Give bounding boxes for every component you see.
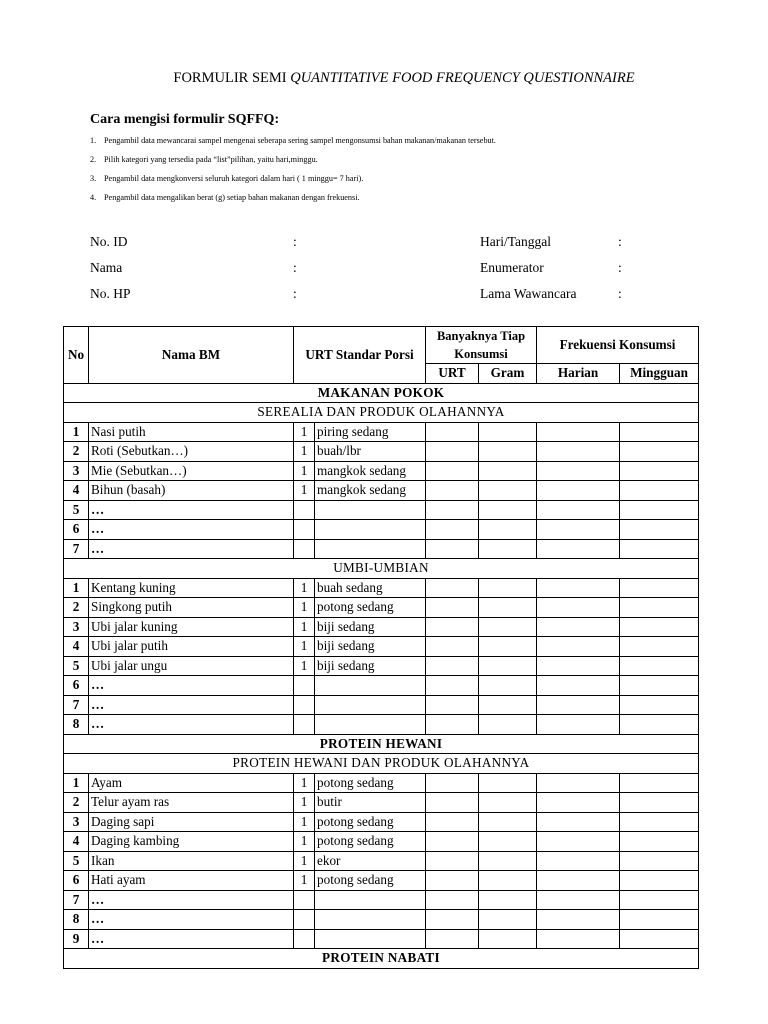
input-harian[interactable] — [537, 539, 620, 559]
input-urt[interactable] — [426, 442, 479, 462]
portion-unit — [315, 890, 426, 910]
input-urt[interactable] — [426, 695, 479, 715]
input-mingguan[interactable] — [620, 461, 699, 481]
food-name: … — [89, 715, 294, 735]
table-row — [64, 578, 699, 598]
row-number: 6 — [64, 676, 89, 696]
instructions-list — [90, 135, 730, 211]
portion-qty: 1 — [294, 442, 315, 462]
table-row — [64, 617, 699, 637]
field-enumerator[interactable]: : — [618, 260, 622, 275]
portion-unit: piring sedang — [315, 422, 426, 442]
food-name: Telur ayam ras — [89, 793, 294, 813]
input-harian[interactable] — [537, 812, 620, 832]
input-gram[interactable] — [479, 812, 537, 832]
row-number: 1 — [64, 773, 89, 793]
food-name: Kentang kuning — [89, 578, 294, 598]
input-gram[interactable] — [479, 890, 537, 910]
portion-qty: 1 — [294, 871, 315, 891]
food-name: … — [89, 929, 294, 949]
section-title-row — [64, 734, 699, 754]
input-harian[interactable] — [537, 890, 620, 910]
row-number: 8 — [64, 910, 89, 930]
input-gram[interactable] — [479, 461, 537, 481]
row-number: 4 — [64, 832, 89, 852]
input-gram[interactable] — [479, 578, 537, 598]
field-no-hp[interactable]: : — [293, 286, 297, 301]
input-gram[interactable] — [479, 481, 537, 501]
portion-unit: butir — [315, 793, 426, 813]
input-gram[interactable] — [479, 520, 537, 540]
input-urt[interactable] — [426, 500, 479, 520]
portion-qty: 1 — [294, 461, 315, 481]
label-nama: Nama — [90, 260, 123, 275]
input-mingguan[interactable] — [620, 812, 699, 832]
table-row — [64, 812, 699, 832]
header-no: No — [64, 327, 89, 384]
input-harian[interactable] — [537, 578, 620, 598]
food-name: Bihun (basah) — [89, 481, 294, 501]
row-number: 7 — [64, 890, 89, 910]
portion-qty: 1 — [294, 773, 315, 793]
input-mingguan[interactable] — [620, 715, 699, 735]
input-harian[interactable] — [537, 637, 620, 657]
input-harian[interactable] — [537, 422, 620, 442]
portion-unit — [315, 695, 426, 715]
portion-qty: 1 — [294, 851, 315, 871]
label-lama-wawancara: Lama Wawancara — [480, 286, 577, 301]
section-subtitle-row — [64, 559, 699, 579]
table-row — [64, 422, 699, 442]
portion-unit: mangkok sedang — [315, 481, 426, 501]
table-row — [64, 695, 699, 715]
portion-qty — [294, 890, 315, 910]
food-name: Hati ayam — [89, 871, 294, 891]
header-frekuensi: Frekuensi Konsumsi — [537, 327, 699, 364]
table-row — [64, 773, 699, 793]
portion-unit — [315, 520, 426, 540]
input-harian[interactable] — [537, 832, 620, 852]
table-row — [64, 637, 699, 657]
food-name: … — [89, 539, 294, 559]
sqffq-table — [63, 326, 699, 969]
input-gram[interactable] — [479, 422, 537, 442]
table-row — [64, 539, 699, 559]
input-harian[interactable] — [537, 617, 620, 637]
table-row — [64, 656, 699, 676]
portion-qty: 1 — [294, 481, 315, 501]
portion-unit: biji sedang — [315, 656, 426, 676]
row-number: 3 — [64, 617, 89, 637]
input-gram[interactable] — [479, 793, 537, 813]
input-mingguan[interactable] — [620, 422, 699, 442]
food-name: Mie (Sebutkan…) — [89, 461, 294, 481]
input-gram[interactable] — [479, 442, 537, 462]
portion-unit: potong sedang — [315, 871, 426, 891]
input-gram[interactable] — [479, 715, 537, 735]
portion-qty — [294, 676, 315, 696]
table-row — [64, 676, 699, 696]
input-mingguan[interactable] — [620, 578, 699, 598]
table-row — [64, 910, 699, 930]
input-urt[interactable] — [426, 676, 479, 696]
label-no-hp: No. HP — [90, 286, 131, 301]
input-harian[interactable] — [537, 773, 620, 793]
form-title — [0, 70, 768, 87]
table-row — [64, 851, 699, 871]
input-gram[interactable] — [479, 617, 537, 637]
section-subtitle: UMBI-UMBIAN — [64, 559, 699, 579]
row-number: 5 — [64, 500, 89, 520]
food-name: Ayam — [89, 773, 294, 793]
input-urt[interactable] — [426, 598, 479, 618]
input-gram[interactable] — [479, 832, 537, 852]
table-row — [64, 871, 699, 891]
input-mingguan[interactable] — [620, 773, 699, 793]
row-number: 1 — [64, 578, 89, 598]
form-title-plain: FORMULIR SEMI — [173, 70, 291, 86]
portion-unit: ekor — [315, 851, 426, 871]
input-urt[interactable] — [426, 637, 479, 657]
food-name: Daging sapi — [89, 812, 294, 832]
section-title: PROTEIN HEWANI — [64, 734, 699, 754]
portion-qty — [294, 929, 315, 949]
input-mingguan[interactable] — [620, 929, 699, 949]
header-harian: Harian — [537, 364, 620, 384]
input-harian[interactable] — [537, 598, 620, 618]
row-number: 8 — [64, 715, 89, 735]
row-number: 6 — [64, 871, 89, 891]
food-name: … — [89, 520, 294, 540]
portion-unit — [315, 715, 426, 735]
row-number: 3 — [64, 812, 89, 832]
portion-unit: potong sedang — [315, 598, 426, 618]
portion-qty: 1 — [294, 793, 315, 813]
input-mingguan[interactable] — [620, 851, 699, 871]
label-enumerator: Enumerator — [480, 260, 544, 275]
instruction-item: 2. Pilih kategori yang tersedia pada “list”pilihan, yaitu hari,minggu. — [90, 155, 318, 164]
label-hari-tanggal: Hari/Tanggal — [480, 234, 552, 249]
food-name: Daging kambing — [89, 832, 294, 852]
input-gram[interactable] — [479, 773, 537, 793]
input-gram[interactable] — [479, 598, 537, 618]
food-name: … — [89, 676, 294, 696]
instruction-item: 4. Pengambil data mengalikan berat (g) setiap bahan makanan dengan frekuensi. — [90, 193, 360, 202]
input-gram[interactable] — [479, 851, 537, 871]
input-urt[interactable] — [426, 812, 479, 832]
field-lama-wawancara[interactable]: : — [618, 286, 622, 301]
input-urt[interactable] — [426, 832, 479, 852]
input-harian[interactable] — [537, 481, 620, 501]
food-name: Ubi jalar putih — [89, 637, 294, 657]
input-gram[interactable] — [479, 929, 537, 949]
portion-qty: 1 — [294, 422, 315, 442]
food-name: … — [89, 890, 294, 910]
input-mingguan[interactable] — [620, 598, 699, 618]
food-name: Ubi jalar kuning — [89, 617, 294, 637]
portion-unit — [315, 676, 426, 696]
input-urt[interactable] — [426, 539, 479, 559]
input-harian[interactable] — [537, 910, 620, 930]
portion-qty — [294, 520, 315, 540]
input-urt[interactable] — [426, 520, 479, 540]
input-harian[interactable] — [537, 715, 620, 735]
section-title: MAKANAN POKOK — [64, 383, 699, 403]
field-nama[interactable]: : — [293, 260, 297, 275]
table-row — [64, 442, 699, 462]
food-name: … — [89, 695, 294, 715]
input-urt[interactable] — [426, 890, 479, 910]
input-harian[interactable] — [537, 851, 620, 871]
input-harian[interactable] — [537, 793, 620, 813]
input-urt[interactable] — [426, 929, 479, 949]
input-harian[interactable] — [537, 929, 620, 949]
header-banyaknya: Banyaknya Tiap Konsumsi — [426, 327, 537, 364]
input-urt[interactable] — [426, 578, 479, 598]
input-urt[interactable] — [426, 715, 479, 735]
portion-unit — [315, 929, 426, 949]
header-mingguan: Mingguan — [620, 364, 699, 384]
portion-qty — [294, 500, 315, 520]
food-name: Roti (Sebutkan…) — [89, 442, 294, 462]
input-mingguan[interactable] — [620, 617, 699, 637]
input-mingguan[interactable] — [620, 442, 699, 462]
portion-unit: biji sedang — [315, 637, 426, 657]
input-mingguan[interactable] — [620, 695, 699, 715]
input-urt[interactable] — [426, 773, 479, 793]
input-gram[interactable] — [479, 676, 537, 696]
input-mingguan[interactable] — [620, 832, 699, 852]
input-mingguan[interactable] — [620, 481, 699, 501]
portion-qty: 1 — [294, 578, 315, 598]
row-number: 4 — [64, 481, 89, 501]
row-number: 1 — [64, 422, 89, 442]
portion-unit — [315, 910, 426, 930]
label-no-id: No. ID — [90, 234, 128, 249]
section-subtitle: PROTEIN HEWANI DAN PRODUK OLAHANNYA — [64, 754, 699, 774]
input-mingguan[interactable] — [620, 637, 699, 657]
section-title-row — [64, 949, 699, 969]
portion-unit: biji sedang — [315, 617, 426, 637]
header-nama-bm: Nama BM — [89, 327, 294, 384]
portion-qty — [294, 539, 315, 559]
form-title-italic: QUANTITATIVE FOOD FREQUENCY QUESTIONNAIRE — [290, 70, 635, 86]
food-name: … — [89, 910, 294, 930]
input-harian[interactable] — [537, 500, 620, 520]
input-harian[interactable] — [537, 695, 620, 715]
input-mingguan[interactable] — [620, 910, 699, 930]
input-mingguan[interactable] — [620, 793, 699, 813]
input-harian[interactable] — [537, 461, 620, 481]
input-gram[interactable] — [479, 695, 537, 715]
section-title: PROTEIN NABATI — [64, 949, 699, 969]
row-number: 5 — [64, 656, 89, 676]
portion-unit — [315, 539, 426, 559]
input-urt[interactable] — [426, 481, 479, 501]
portion-qty — [294, 695, 315, 715]
row-number: 2 — [64, 442, 89, 462]
table-row — [64, 929, 699, 949]
portion-unit: potong sedang — [315, 773, 426, 793]
table-header-row — [64, 327, 699, 364]
input-mingguan[interactable] — [620, 656, 699, 676]
input-urt[interactable] — [426, 461, 479, 481]
input-mingguan[interactable] — [620, 871, 699, 891]
input-mingguan[interactable] — [620, 890, 699, 910]
portion-qty: 1 — [294, 832, 315, 852]
field-hari-tanggal[interactable]: : — [618, 234, 622, 249]
input-urt[interactable] — [426, 910, 479, 930]
row-number: 6 — [64, 520, 89, 540]
header-gram: Gram — [479, 364, 537, 384]
row-number: 2 — [64, 793, 89, 813]
field-no-id[interactable]: : — [293, 234, 297, 249]
input-gram[interactable] — [479, 871, 537, 891]
input-harian[interactable] — [537, 676, 620, 696]
table-row — [64, 461, 699, 481]
input-gram[interactable] — [479, 500, 537, 520]
food-name: … — [89, 500, 294, 520]
input-urt[interactable] — [426, 617, 479, 637]
input-urt[interactable] — [426, 851, 479, 871]
table-row — [64, 890, 699, 910]
section-subtitle-row — [64, 403, 699, 423]
input-harian[interactable] — [537, 656, 620, 676]
table-body — [64, 383, 699, 968]
portion-qty: 1 — [294, 656, 315, 676]
portion-qty — [294, 910, 315, 930]
portion-qty: 1 — [294, 637, 315, 657]
portion-unit: buah sedang — [315, 578, 426, 598]
input-harian[interactable] — [537, 520, 620, 540]
portion-unit: potong sedang — [315, 812, 426, 832]
table-row — [64, 520, 699, 540]
input-harian[interactable] — [537, 871, 620, 891]
section-subtitle: SEREALIA DAN PRODUK OLAHANNYA — [64, 403, 699, 423]
instructions-heading: Cara mengisi formulir SQFFQ: — [90, 112, 280, 127]
input-mingguan[interactable] — [620, 520, 699, 540]
portion-qty: 1 — [294, 812, 315, 832]
portion-unit: mangkok sedang — [315, 461, 426, 481]
input-mingguan[interactable] — [620, 676, 699, 696]
table-row — [64, 832, 699, 852]
food-name: Singkong putih — [89, 598, 294, 618]
table-row — [64, 500, 699, 520]
row-number: 3 — [64, 461, 89, 481]
row-number: 2 — [64, 598, 89, 618]
row-number: 7 — [64, 539, 89, 559]
row-number: 4 — [64, 637, 89, 657]
row-number: 5 — [64, 851, 89, 871]
table-row — [64, 793, 699, 813]
header-urt-standar: URT Standar Porsi — [294, 327, 426, 384]
portion-unit — [315, 500, 426, 520]
input-harian[interactable] — [537, 442, 620, 462]
input-gram[interactable] — [479, 637, 537, 657]
row-number: 9 — [64, 929, 89, 949]
instruction-item: 3. Pengambil data mengkonversi seluruh kategori dalam hari ( 1 minggu= 7 hari). — [90, 174, 364, 183]
food-name: Ubi jalar ungu — [89, 656, 294, 676]
food-name: Ikan — [89, 851, 294, 871]
portion-qty: 1 — [294, 617, 315, 637]
input-urt[interactable] — [426, 422, 479, 442]
input-urt[interactable] — [426, 871, 479, 891]
input-mingguan[interactable] — [620, 500, 699, 520]
input-urt[interactable] — [426, 656, 479, 676]
food-name: Nasi putih — [89, 422, 294, 442]
input-gram[interactable] — [479, 910, 537, 930]
row-number: 7 — [64, 695, 89, 715]
input-gram[interactable] — [479, 656, 537, 676]
portion-qty — [294, 715, 315, 735]
table-row — [64, 715, 699, 735]
portion-unit: buah/lbr — [315, 442, 426, 462]
section-title-row — [64, 383, 699, 403]
input-urt[interactable] — [426, 793, 479, 813]
input-gram[interactable] — [479, 539, 537, 559]
instruction-item: 1. Pengambil data mewancarai sampel mengenai seberapa sering sampel mengonsumsi bahan makanan/makanan tersebut. — [90, 136, 496, 145]
portion-unit: potong sedang — [315, 832, 426, 852]
table-row — [64, 598, 699, 618]
header-urt: URT — [426, 364, 479, 384]
input-mingguan[interactable] — [620, 539, 699, 559]
portion-qty: 1 — [294, 598, 315, 618]
section-subtitle-row — [64, 754, 699, 774]
table-row — [64, 481, 699, 501]
